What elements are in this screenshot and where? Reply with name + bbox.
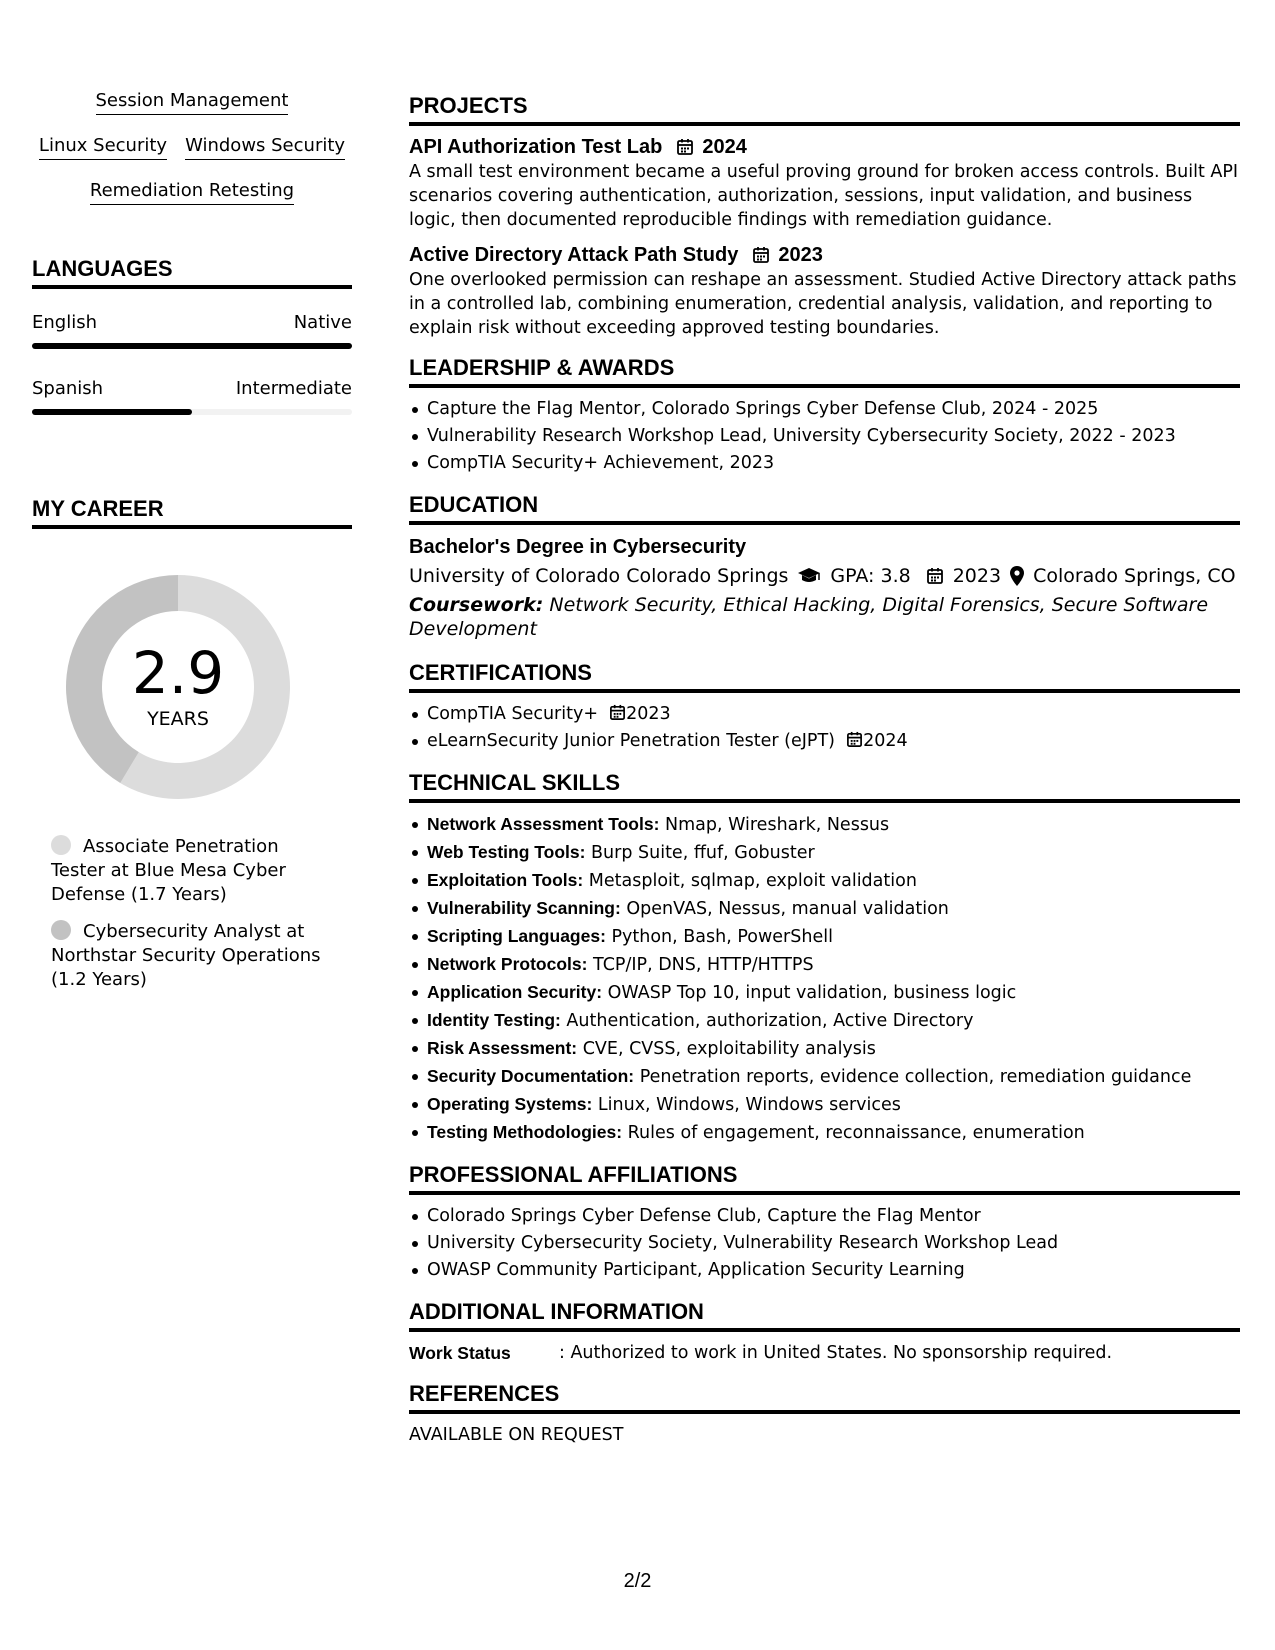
language-bar-fill <box>32 343 352 349</box>
skill-item <box>409 1091 1240 1119</box>
certifications-list <box>409 701 1240 755</box>
skill-label: Exploitation Tools: <box>427 870 584 890</box>
list-item: CompTIA Security+ Achievement, 2023 <box>409 450 1240 477</box>
language-level: Intermediate <box>235 378 352 399</box>
education-details <box>409 561 1240 591</box>
list-item: Colorado Springs Cyber Defense Club, Capture the Flag Mentor <box>409 1203 1240 1230</box>
language-bar-fill <box>32 409 192 415</box>
language-level: Native <box>293 312 352 333</box>
skill-item <box>409 811 1240 839</box>
language-item <box>32 311 352 349</box>
project-year: 2023 <box>778 244 823 266</box>
languages-heading: LANGUAGES <box>32 255 352 289</box>
gpa: GPA: 3.8 <box>830 565 911 587</box>
list-item: Capture the Flag Mentor, Colorado Springs Cyber Defense Club, 2024 - 2025 <box>409 396 1240 423</box>
language-name: English <box>32 312 97 333</box>
project-year: 2024 <box>702 136 747 158</box>
list-item: University Cybersecurity Society, Vulnerability Research Workshop Lead <box>409 1230 1240 1257</box>
skill-item <box>409 895 1240 923</box>
skill-item <box>409 839 1240 867</box>
skill-item <box>409 923 1240 951</box>
career-total-value: 2.9 <box>131 639 225 707</box>
references-section <box>409 1380 1240 1448</box>
leadership-heading: LEADERSHIP & AWARDS <box>409 354 1240 388</box>
career-legend-item <box>51 920 336 992</box>
references-heading: REFERENCES <box>409 1380 1240 1414</box>
skill-label: Network Assessment Tools: <box>427 814 660 834</box>
project-description: One overlooked permission can reshape an assessment. Studied Active Directory attack paths in a controlled lab, combining enumeration, credential analysis, validation, and reporting to explain risk without exceeding approved testing boundaries. <box>409 270 1237 338</box>
affiliations-heading: PROFESSIONAL AFFILIATIONS <box>409 1161 1240 1195</box>
projects-section <box>409 92 1240 340</box>
certifications-section <box>409 659 1240 755</box>
skill-value: Penetration reports, evidence collection, remediation guidance <box>639 1067 1192 1087</box>
skills-heading: TECHNICAL SKILLS <box>409 769 1240 803</box>
project-description: A small test environment became a useful proving ground for broken access controls. Built API scenarios covering authentication, authorization, sessions, input validation, and business logic, then documented reproducible findings with remediation guidance. <box>409 162 1239 230</box>
skill-value: Nmap, Wireshark, Nessus <box>665 815 890 835</box>
work-status-label: Work Status <box>409 1343 511 1363</box>
skill-item <box>409 867 1240 895</box>
language-item <box>32 377 352 415</box>
right-column <box>409 92 1240 1462</box>
work-status-value: : Authorized to work in United States. No sponsorship required. <box>559 1343 1113 1363</box>
skill-value: OWASP Top 10, input validation, business logic <box>607 983 1017 1003</box>
additional-heading: ADDITIONAL INFORMATION <box>409 1298 1240 1332</box>
tag-row <box>32 178 352 205</box>
skill-item <box>409 1035 1240 1063</box>
skill-label: Network Protocols: <box>427 954 588 974</box>
skill-label: Risk Assessment: <box>427 1038 578 1058</box>
skill-label: Vulnerability Scanning: <box>427 898 621 918</box>
graduation-cap-icon <box>797 567 821 585</box>
skill-label: Testing Methodologies: <box>427 1122 623 1142</box>
career-donut-chart <box>66 575 290 799</box>
skills-section <box>409 769 1240 1147</box>
language-bar <box>32 409 352 415</box>
skill-label: Operating Systems: <box>427 1094 593 1114</box>
language-name: Spanish <box>32 378 104 399</box>
skill-value: Authentication, authorization, Active Directory <box>566 1011 974 1031</box>
certifications-heading: CERTIFICATIONS <box>409 659 1240 693</box>
cert-name: eLearnSecurity Junior Penetration Tester (eJPT) <box>427 731 836 751</box>
skill-value: TCP/IP, DNS, HTTP/HTTPS <box>593 955 814 975</box>
legend-dot <box>51 835 71 855</box>
career-total-unit: YEARS <box>147 708 209 730</box>
graduation-year: 2023 <box>952 565 1002 587</box>
donut-center <box>66 575 290 799</box>
tag-row <box>32 88 352 115</box>
tag-linux-security: Linux Security <box>39 133 167 160</box>
skill-value: Linux, Windows, Windows services <box>597 1095 901 1115</box>
cert-name: CompTIA Security+ <box>427 704 598 724</box>
skill-label: Scripting Languages: <box>427 926 606 946</box>
leadership-list <box>409 396 1240 477</box>
career-heading: MY CAREER <box>32 495 352 529</box>
coursework-list: Network Security, Ethical Hacking, Digital Forensics, Secure Software Development <box>409 594 1209 640</box>
school-name: University of Colorado Colorado Springs <box>409 565 789 587</box>
references-text: AVAILABLE ON REQUEST <box>409 1425 624 1445</box>
list-item <box>409 728 1240 755</box>
education-heading: EDUCATION <box>409 491 1240 525</box>
skill-value: OpenVAS, Nessus, manual validation <box>626 899 949 919</box>
skill-item <box>409 979 1240 1007</box>
leadership-section <box>409 354 1240 477</box>
tag-session-management: Session Management <box>96 88 289 115</box>
skill-item <box>409 1119 1240 1147</box>
tag-windows-security: Windows Security <box>185 133 345 160</box>
skill-tags <box>32 88 352 223</box>
cert-year: 2024 <box>863 731 908 751</box>
skill-item <box>409 1007 1240 1035</box>
skill-item <box>409 1063 1240 1091</box>
career-legend <box>51 835 336 1005</box>
list-item <box>409 701 1240 728</box>
tag-row <box>32 133 352 160</box>
education-section <box>409 491 1240 641</box>
affiliations-list <box>409 1203 1240 1284</box>
career-job-text: Cybersecurity Analyst at Northstar Security Operations (1.2 Years) <box>51 921 321 990</box>
calendar-icon <box>609 704 626 721</box>
career-legend-item <box>51 835 336 907</box>
coursework-label: Coursework: <box>409 594 544 616</box>
skill-value: Rules of engagement, reconnaissance, enumeration <box>627 1123 1085 1143</box>
skill-value: Burp Suite, ffuf, Gobuster <box>591 843 815 863</box>
skill-value: Python, Bash, PowerShell <box>611 927 833 947</box>
skill-value: CVE, CVSS, exploitability analysis <box>582 1039 876 1059</box>
affiliations-section <box>409 1161 1240 1284</box>
skills-list <box>409 811 1240 1147</box>
degree-title: Bachelor's Degree in Cybersecurity <box>409 536 747 558</box>
calendar-icon <box>926 567 944 585</box>
languages-section <box>32 255 352 415</box>
skill-label: Identity Testing: <box>427 1010 561 1030</box>
project-name: Active Directory Attack Path Study <box>409 244 739 266</box>
skill-label: Security Documentation: <box>427 1066 635 1086</box>
skill-value: Metasploit, sqlmap, exploit validation <box>588 871 917 891</box>
project-name: API Authorization Test Lab <box>409 136 663 158</box>
project-title <box>409 242 1240 268</box>
additional-section <box>409 1298 1240 1366</box>
skill-label: Web Testing Tools: <box>427 842 586 862</box>
projects-heading: PROJECTS <box>409 92 1240 126</box>
coursework <box>409 593 1240 641</box>
list-item: OWASP Community Participant, Application Security Learning <box>409 1257 1240 1284</box>
skill-item <box>409 951 1240 979</box>
school-location: Colorado Springs, CO <box>1033 565 1236 587</box>
list-item: Vulnerability Research Workshop Lead, University Cybersecurity Society, 2022 - 2023 <box>409 423 1240 450</box>
calendar-icon <box>676 138 694 156</box>
cert-year: 2023 <box>626 704 671 724</box>
calendar-icon <box>846 731 863 748</box>
page-number: 2/2 <box>623 1570 652 1592</box>
location-pin-icon <box>1010 566 1024 586</box>
project-title <box>409 134 1240 160</box>
tag-remediation-retesting: Remediation Retesting <box>90 178 294 205</box>
language-bar <box>32 343 352 349</box>
calendar-icon <box>752 246 770 264</box>
career-job-text: Associate Penetration Tester at Blue Mesa Cyber Defense (1.7 Years) <box>51 836 286 905</box>
skill-label: Application Security: <box>427 982 603 1002</box>
legend-dot <box>51 920 71 940</box>
career-section <box>32 495 352 990</box>
work-status-row <box>409 1340 1240 1366</box>
